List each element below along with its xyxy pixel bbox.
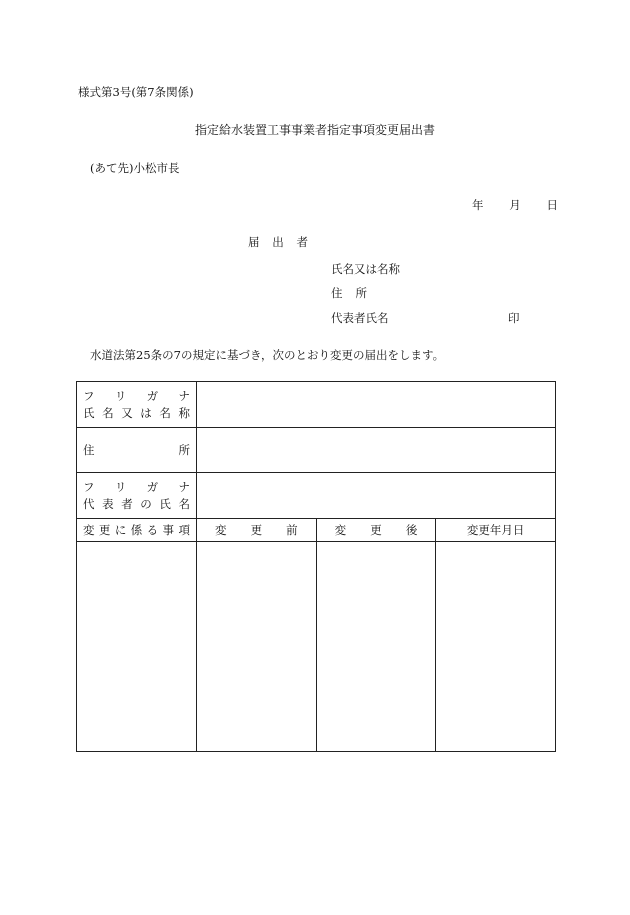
label-char: 者 xyxy=(121,496,133,511)
label-char: 更 xyxy=(250,522,263,537)
change-header-row xyxy=(77,519,556,542)
document-title: 指定給水装置工事事業者指定事項変更届出書 xyxy=(194,123,435,137)
name-label xyxy=(77,405,196,422)
address-row xyxy=(77,428,556,473)
representative-row xyxy=(77,473,556,519)
label-char: る xyxy=(146,522,159,537)
label-char: リ xyxy=(114,479,127,494)
form-number: 様式第3号(第7条関係) xyxy=(78,85,194,99)
name-field-label: 氏名又は名称 xyxy=(331,262,400,276)
name-label-cell xyxy=(77,382,197,428)
name-value-cell[interactable] xyxy=(197,382,556,428)
col-header-date-text: 変更年月日 xyxy=(466,523,525,537)
label-char: に xyxy=(114,522,127,537)
change-entry-row xyxy=(77,542,556,752)
label-char: リ xyxy=(114,388,127,403)
label-char: 所 xyxy=(178,442,190,457)
address-field-label xyxy=(331,285,367,301)
change-date-cell[interactable] xyxy=(436,542,556,752)
change-after-cell[interactable] xyxy=(316,542,436,752)
label-char: 名 xyxy=(102,405,114,420)
label-char: 称 xyxy=(178,405,190,420)
label-char: 氏 xyxy=(83,405,95,420)
label-char: の xyxy=(140,496,152,511)
representative-field-label: 代表者氏名 xyxy=(331,311,389,325)
label-char: 変 xyxy=(215,522,227,537)
label-char: 名 xyxy=(178,496,190,511)
label-char: 又 xyxy=(121,405,133,420)
date-line xyxy=(472,197,558,213)
notifier-char: 者 xyxy=(296,235,308,249)
label-char: 変 xyxy=(334,522,347,537)
label-char: 住 xyxy=(83,442,95,457)
col-header-item-text xyxy=(77,522,196,539)
label-char: 係 xyxy=(130,522,143,537)
addressee: (あて先)小松市長 xyxy=(90,161,180,175)
change-item-cell[interactable] xyxy=(77,542,197,752)
label-char: 氏 xyxy=(159,496,171,511)
label-char: 事 xyxy=(162,522,175,537)
col-header-date xyxy=(436,519,556,542)
label-char: ナ xyxy=(178,388,190,403)
label-char: ナ xyxy=(178,479,190,494)
representative-value-cell[interactable] xyxy=(197,473,556,519)
representative-label xyxy=(77,496,196,513)
label-char: 前 xyxy=(286,522,298,537)
furigana-label xyxy=(77,388,196,405)
label-char: ガ xyxy=(146,479,159,494)
label-char: 名 xyxy=(159,405,171,420)
label-char: フ xyxy=(83,479,95,494)
col-header-before xyxy=(197,519,317,542)
col-header-before-text xyxy=(197,522,316,539)
name-row xyxy=(77,382,556,428)
col-header-item xyxy=(77,519,197,542)
address-label xyxy=(77,442,196,459)
day-label: 日 xyxy=(546,198,558,212)
label-char: 変 xyxy=(83,522,95,537)
address-value-cell[interactable] xyxy=(197,428,556,473)
representative-label-cell xyxy=(77,473,197,519)
label-char: 更 xyxy=(98,522,111,537)
label-char: は xyxy=(140,405,152,420)
statement-text: 水道法第25条の7の規定に基づき，次のとおり変更の届出をします。 xyxy=(90,348,445,362)
year-label: 年 xyxy=(472,198,484,212)
address-char: 住 xyxy=(331,286,343,300)
label-char: フ xyxy=(83,388,95,403)
col-header-after-text xyxy=(317,522,436,539)
furigana-label xyxy=(77,479,196,496)
label-char: 更 xyxy=(370,522,382,537)
label-char: 後 xyxy=(405,522,418,537)
address-label-cell xyxy=(77,428,197,473)
change-details-table xyxy=(76,381,556,752)
notifier-char: 届 xyxy=(248,235,260,249)
notifier-heading xyxy=(248,234,308,250)
address-char: 所 xyxy=(355,286,367,300)
seal-mark: 印 xyxy=(508,311,520,325)
label-char: 代 xyxy=(83,496,95,511)
notifier-char: 出 xyxy=(272,235,284,249)
month-label: 月 xyxy=(509,198,521,212)
label-char: 表 xyxy=(102,496,114,511)
change-before-cell[interactable] xyxy=(197,542,317,752)
label-char: ガ xyxy=(146,388,159,403)
col-header-after xyxy=(316,519,436,542)
label-char: 項 xyxy=(178,522,190,537)
